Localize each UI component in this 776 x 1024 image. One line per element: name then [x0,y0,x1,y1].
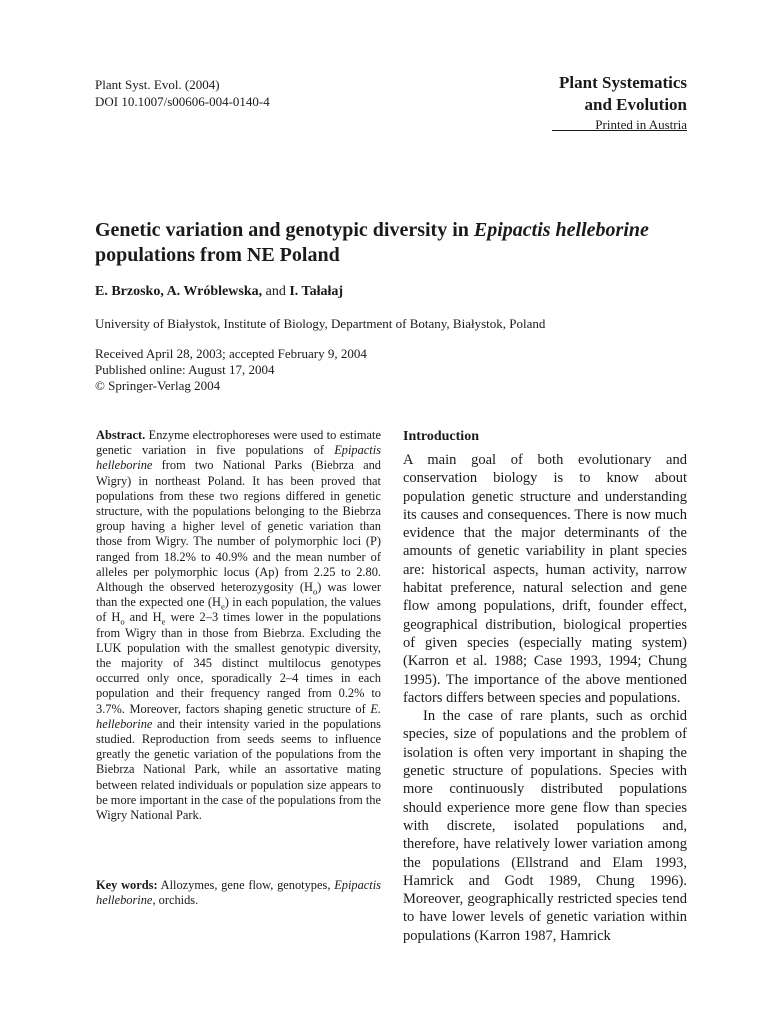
doi: DOI 10.1007/s00606-004-0140-4 [95,94,270,109]
abstract-label: Abstract. [96,428,146,442]
introduction-paragraph-2: In the case of rare plants, such as orchid species, size of populations and the problem of isolation is often very important in shaping the genetic structure of populations. Species with more continuously distributed populations should experience more gene flow than species with discrete, isolated populations and, therefore, have relatively lower variation among the populations (Ellstrand and Elam 1993, Hamrick and Godt 1989, Chung 1996). Moreover, geographically restricted species tend to have lower levels of genetic variation within populations (Karron 1987, Hamrick [403,708,687,944]
keywords: Key words: Allozymes, gene flow, genotypes, Epipactis helleborine, orchids. [96,878,381,908]
running-header [95,76,270,110]
introduction-heading: Introduction [403,429,479,444]
keywords-label: Key words: [96,878,158,892]
journal-reference: Plant Syst. Evol. (2004) [95,77,220,92]
affiliation: University of Białystok, Institute of Biology, Department of Botany, Białystok, Poland [95,316,546,331]
masthead-rule [552,130,687,131]
journal-name-line2: and Evolution [584,95,687,114]
printed-in: Printed in Austria [595,117,687,132]
author-names-1: E. Brzosko, A. Wróblewska, [95,284,263,299]
journal-masthead [559,72,687,134]
received-date: Received April 28, 2003; accepted February 9, 2004 [95,346,367,361]
article-title: Genetic variation and genotypic diversity in Epipactis helleborine populations from NE Poland [95,219,649,266]
published-date: Published online: August 17, 2004 [95,362,275,377]
copyright: © Springer-Verlag 2004 [95,378,221,393]
introduction-body [403,451,687,945]
introduction-paragraph-1: A main goal of both evolutionary and conservation biology is to know about population genetic structure and understanding its causes and consequences. There is now much evidence that the major determinants of the amounts of genetic variability in plant species are: historical aspects, human activity, narrow habitat preference, natural selection and gene flow among populations, drift, founder effect, geographical distribution, biological properties of given species (especially mating system) (Karron et al. 1988; Case 1993, 1994; Chung 1995). The importance of the above mentioned factors differs between species and populations. [403,452,687,706]
authors: E. Brzosko, A. Wróblewska, and I. Tałałaj [95,284,344,299]
abstract: Abstract. Enzyme electrophoreses were used to estimate genetic variation in five populations of Epipactis helleborine from two National Parks (Biebrza and Wigry) in northeast Poland. It has been proved that populations from these two regions differed in genetic structure, with the populations belonging to the Biebrza group having a higher level of genetic variation than those from Wigry. The number of polymorphic loci (P) ranged from 18.2% to 40.9% and the mean number of alleles per polymorphic locus (Ap) from 2.25 to 2.80. Although the observed heterozygosity $(H_o)$ was lower than the expected one $(H_e)$ in each population, the values of $H_o$ and $H_e$ were 2–3 times lower in the populations from Wigry than in those from Biebrza. Excluding the LUK population with the smallest genotypic diversity, the majority of 345 distinct multilocus genotypes occurred only once, sporadically 2–4 times in each population and their frequency ranged from 0.2% to 3.7%. Moreover, factors shaping genetic structure of E. helleborine and their intensity varied in the populations studied. Reproduction from seeds seems to influence greatly the genetic variation of the populations from the Biebrza National Park, while an assortative mating between related individuals or population size appears to be more important in the case of the populations from the Wigry National Park. [96,428,381,823]
journal-name-line1: Plant Systematics [559,73,687,92]
article-dates [95,346,367,394]
title-species: Epipactis helleborine [473,219,649,241]
author-names-2: I. Tałałaj [289,284,344,299]
